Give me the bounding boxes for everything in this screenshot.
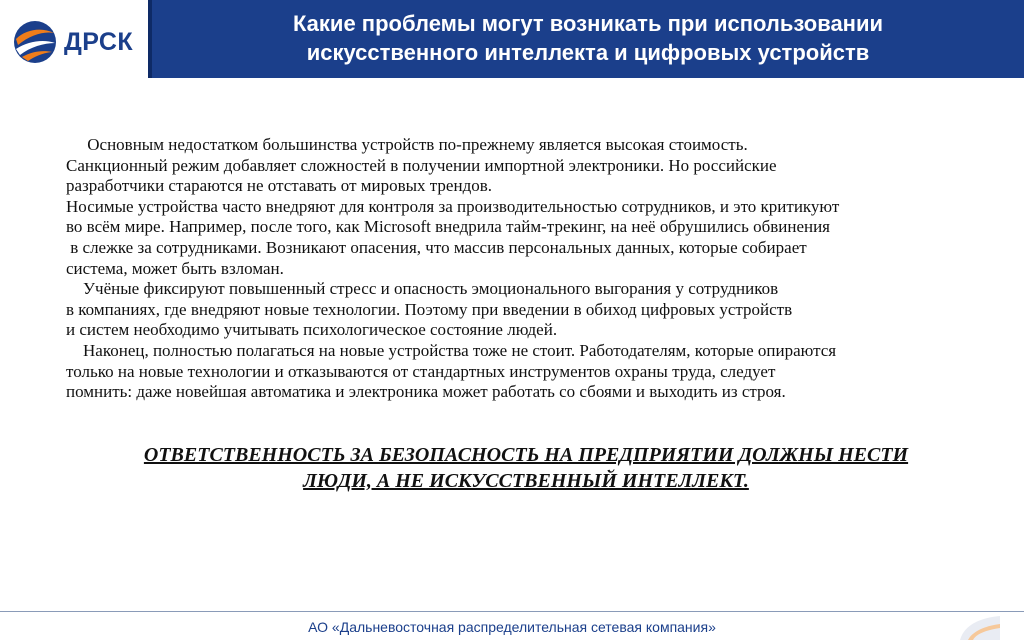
body-line: Носимые устройства часто внедряют для контроля за производительностью сотрудников, и это критикуют [66, 196, 840, 216]
footer-company-name: АО «Дальневосточная распределительная сетевая компания» [308, 619, 716, 635]
body-line: в компаниях, где внедряют новые технологии. Поэтому при введении в обиход цифровых устройств [66, 299, 793, 319]
body-paragraphs [66, 135, 986, 403]
body-line: помнить: даже новейшая автоматика и электроника может работать со сбоями и выходить из строя. [66, 382, 786, 402]
conclusion-statement [66, 442, 986, 494]
footer-logo [960, 612, 1000, 640]
body-line: только на новые технологии и отказываются от стандартных инструментов охраны труда, следует [66, 361, 776, 381]
logo-text: ДРСК [64, 27, 134, 56]
page-title-line: Какие проблемы могут возникать при использовании [292, 11, 884, 36]
body-line: разработчики стараются не отставать от мировых трендов. [66, 176, 493, 196]
body-line: система, может быть взломан. [66, 258, 284, 278]
conclusion-line: ЛЮДИ, А НЕ ИСКУССТВЕННЫЙ ИНТЕЛЛЕКТ. [303, 470, 749, 492]
body-line: и систем необходимо учитывать психологическое состояние людей. [66, 320, 558, 340]
company-logo [12, 16, 142, 68]
body-line: Учёные фиксируют повышенный стресс и опасность эмоционального выгорания у сотрудников [66, 279, 779, 299]
body-line: Санкционный режим добавляет сложностей в получении импортной электроники. Но российские [66, 155, 777, 175]
drsk-globe-logo-icon [12, 19, 58, 65]
header-banner [148, 0, 1024, 78]
body-line: Наконец, полностью полагаться на новые устройства тоже не стоит. Работодателям, которые опираются [66, 340, 837, 360]
drsk-globe-small-icon [960, 612, 1000, 640]
body-line: в слежке за сотрудниками. Возникают опасения, что массив персональных данных, которые собирает [66, 237, 807, 257]
body-line: во всём мире. Например, после того, как Microsoft внедрила тайм-трекинг, на неё обрушились обвинения [66, 217, 831, 237]
conclusion-line: ОТВЕТСТВЕННОСТЬ ЗА БЕЗОПАСНОСТЬ НА ПРЕДПРИЯТИИ ДОЛЖНЫ НЕСТИ [143, 444, 909, 466]
page-title [152, 9, 1024, 67]
page-title-line: искусственного интеллекта и цифровых устройств [306, 40, 870, 65]
body-line: Основным недостатком большинства устройств по-прежнему является высокая стоимость. [66, 135, 748, 154]
